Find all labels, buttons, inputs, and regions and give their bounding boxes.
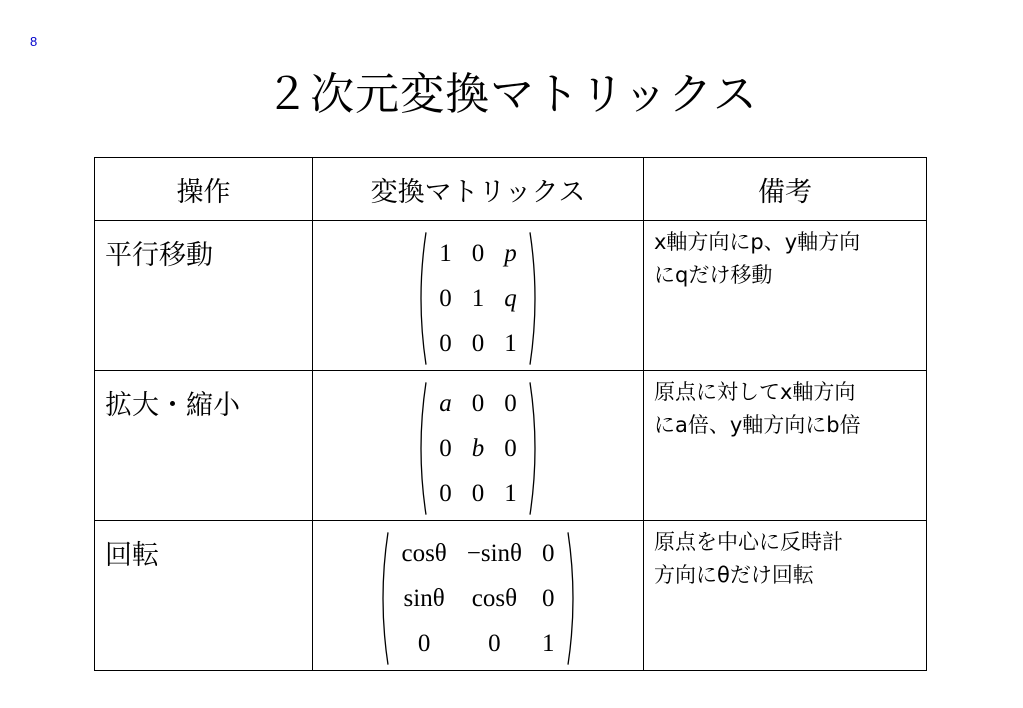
page-number: 8 <box>30 34 38 49</box>
matrix-entry: 0 <box>439 479 452 507</box>
slide-title: ２次元変換マトリックス <box>265 69 758 120</box>
matrix-entry: 1 <box>542 629 555 657</box>
matrix-cell <box>313 371 644 521</box>
matrix-entry: 0 <box>471 239 485 267</box>
remark-cell <box>644 521 927 671</box>
remark-text <box>644 221 926 292</box>
table-row-scaling <box>95 371 927 521</box>
matrix-entry: 0 <box>504 434 517 462</box>
left-paren <box>415 231 427 366</box>
remark-line: にa倍、y軸方向にb倍 <box>654 413 861 437</box>
left-paren <box>377 531 389 666</box>
header-remark: 備考 <box>644 158 927 221</box>
operation-name: 拡大・縮小 <box>105 390 240 421</box>
remark-line: 原点を中心に反時計 <box>654 530 843 554</box>
matrix-entry: 0 <box>542 539 555 567</box>
matrix <box>415 381 541 516</box>
remark-text <box>644 371 926 442</box>
matrix-entry: b <box>471 434 485 462</box>
operation-name: 回転 <box>105 540 159 571</box>
remark-line: にqだけ移動 <box>654 263 773 287</box>
remark-text <box>644 521 926 592</box>
remark-cell <box>644 371 927 521</box>
matrix-entry: q <box>504 284 517 312</box>
matrix-entry: 0 <box>417 629 431 657</box>
operation-name: 平行移動 <box>105 240 213 271</box>
matrix <box>415 231 541 366</box>
matrix-entry: 0 <box>471 329 485 357</box>
remark-line: x軸方向にp、y軸方向 <box>654 230 861 254</box>
matrix-grid <box>391 531 564 666</box>
table-row-translation <box>95 221 927 371</box>
right-paren <box>529 231 541 366</box>
matrix-entry: −sinθ <box>466 539 523 567</box>
remark-line: 原点に対してx軸方向 <box>654 380 856 404</box>
matrix-entry: 0 <box>471 389 485 417</box>
matrix-entry: 1 <box>504 329 517 357</box>
matrix-entry: p <box>504 239 517 267</box>
table-row-rotation <box>95 521 927 671</box>
matrix-entry: sinθ <box>403 584 445 612</box>
matrix-cell <box>313 221 644 371</box>
matrix-entry: 0 <box>439 434 452 462</box>
matrix-entry: a <box>439 389 452 417</box>
matrix-entry: cosθ <box>401 539 447 567</box>
matrix <box>377 531 578 666</box>
matrix-entry: 0 <box>439 284 452 312</box>
matrix-entry: 1 <box>504 479 517 507</box>
table-header-row <box>95 158 927 221</box>
matrix-entry: 1 <box>439 239 452 267</box>
matrix-grid <box>429 381 527 516</box>
header-operation: 操作 <box>95 158 313 221</box>
operation-cell <box>95 221 313 371</box>
right-paren <box>529 381 541 516</box>
matrix-entry: 0 <box>504 389 517 417</box>
remark-cell <box>644 221 927 371</box>
matrix-entry: 0 <box>471 479 485 507</box>
matrix-entry: cosθ <box>471 584 518 612</box>
matrix-entry: 1 <box>471 284 485 312</box>
matrix-entry: 0 <box>542 584 555 612</box>
matrix-grid <box>429 231 527 366</box>
operation-cell <box>95 371 313 521</box>
matrix-entry: 0 <box>488 629 501 657</box>
matrix-cell <box>313 521 644 671</box>
transform-matrix-table <box>94 157 927 671</box>
right-paren <box>567 531 579 666</box>
left-paren <box>415 381 427 516</box>
header-matrix: 変換マトリックス <box>313 158 644 221</box>
operation-cell <box>95 521 313 671</box>
remark-line: 方向にθだけ回転 <box>654 563 814 587</box>
matrix-entry: 0 <box>439 329 452 357</box>
